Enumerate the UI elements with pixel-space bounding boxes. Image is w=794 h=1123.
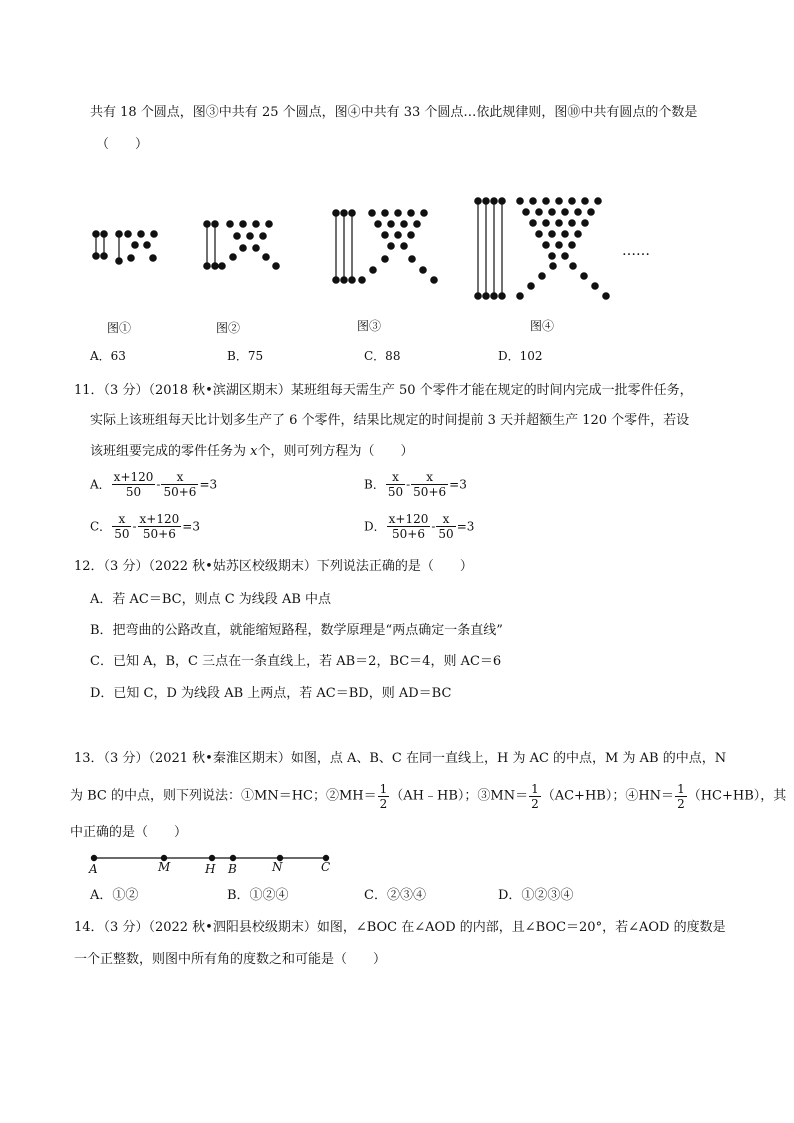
point-label-c: C [321,860,331,874]
figure-4-dots [475,198,609,299]
q12-option-d: D．已知 C，D 为线段 AB 上两点，若 AC＝BD，则 AD＝BC [90,686,452,701]
q11-option-a: A． $\frac{x+120}{50}$ - $\frac{x}{50+6}$ =3 [90,470,218,499]
q14-line1: 14．（3 分）（2022 秋•泗阳县校级期末）如图，∠BOC 在∠AOD 的内部，且∠BOC＝20°，若∠AOD 的度数是 [74,920,726,935]
figure-3-dots [333,210,437,283]
figure-1-dots [93,231,157,264]
q11-option-b: B． $\frac{x}{50}$ - $\frac{x}{50+6}$ =3 [364,470,467,499]
figure-2-label: 图② [216,321,241,335]
q12-option-c: C．已知 A，B，C 三点在一条直线上，若 AB＝2，BC＝4，则 AC＝6 [90,654,502,669]
q13-line1: 13．（3 分）（2021 秋•秦淮区期末）如图，点 A、B、C 在同一直线上，H 为 AC 的中点，M 为 AB 的中点，N [74,751,727,766]
figure-3-label: 图③ [357,319,382,333]
q10-option-d: D．102 [498,349,543,363]
variable-x: x [250,444,258,459]
figure-2-dots [204,221,279,269]
q10-stem-line2: （ ） [96,137,149,152]
q13-line2: 为 BC 的中点，则下列说法：①MN＝HC；②MH＝ $\frac{1}{2}$ （AH﹣HB）；③MN＝ $\frac{1}{2}$ （AC+HB）；④HN＝ $\frac{1}{2}$ （HC+HB），其 [70,782,787,811]
q10-option-c: C．88 [364,349,401,363]
q10-option-a: A．63 [90,349,126,363]
q12-option-b: B．把弯曲的公路改直，就能缩短路程，数学原理是“两点确定一条直线” [90,623,503,638]
q13-option-b: B．①②④ [227,888,289,903]
point-label-h: H [205,862,216,876]
q11-option-c: C． $\frac{x}{50}$ - $\frac{x+120}{50+6}$ =3 [90,512,200,541]
q11-line1: 11．（3 分）（2018 秋•滨湖区期末）某班组每天需生产 50 个零件才能在规定的时间内完成一批零件任务， [74,383,693,398]
point-label-n: N [272,860,283,874]
q13-option-d: D．①②③④ [498,888,574,903]
q13-number-line [91,855,328,860]
q13-option-a: A．①② [90,888,139,903]
q10-stem-line1: 共有 18 个圆点，图③中共有 25 个圆点，图④中共有 33 个圆点…依此规律则，图⑩中共有圆点的个数是 [90,105,698,120]
point-label-m: M [158,860,171,874]
q11-option-d: D． $\frac{x+120}{50+6}$ - $\frac{x}{50}$ =3 [364,512,475,541]
point-label-b: B [228,862,237,876]
q10-option-b: B．75 [227,349,264,363]
point-label-a: A [89,862,98,876]
q11-line3: 该班组要完成的零件任务为 x个，则可列方程为（ ） [90,444,414,459]
figure-4-label: 图④ [530,319,555,333]
q13-line3: 中正确的是（ ） [70,825,188,840]
q10-ellipsis: …… [622,243,650,259]
q12-option-a: A．若 AC＝BC，则点 C 为线段 AB 中点 [90,592,332,607]
q11-line2: 实际上该班组每天比计划多生产了 6 个零件，结果比规定的时间提前 3 天并超额生产 120 个零件，若设 [90,413,690,428]
q12-stem: 12．（3 分）（2022 秋•姑苏区校级期末）下列说法正确的是（ ） [74,559,473,574]
q13-option-c: C．②③④ [364,888,426,903]
figure-1-label: 图① [107,321,132,335]
q14-line2: 一个正整数，则图中所有角的度数之和可能是（ ） [74,952,387,967]
